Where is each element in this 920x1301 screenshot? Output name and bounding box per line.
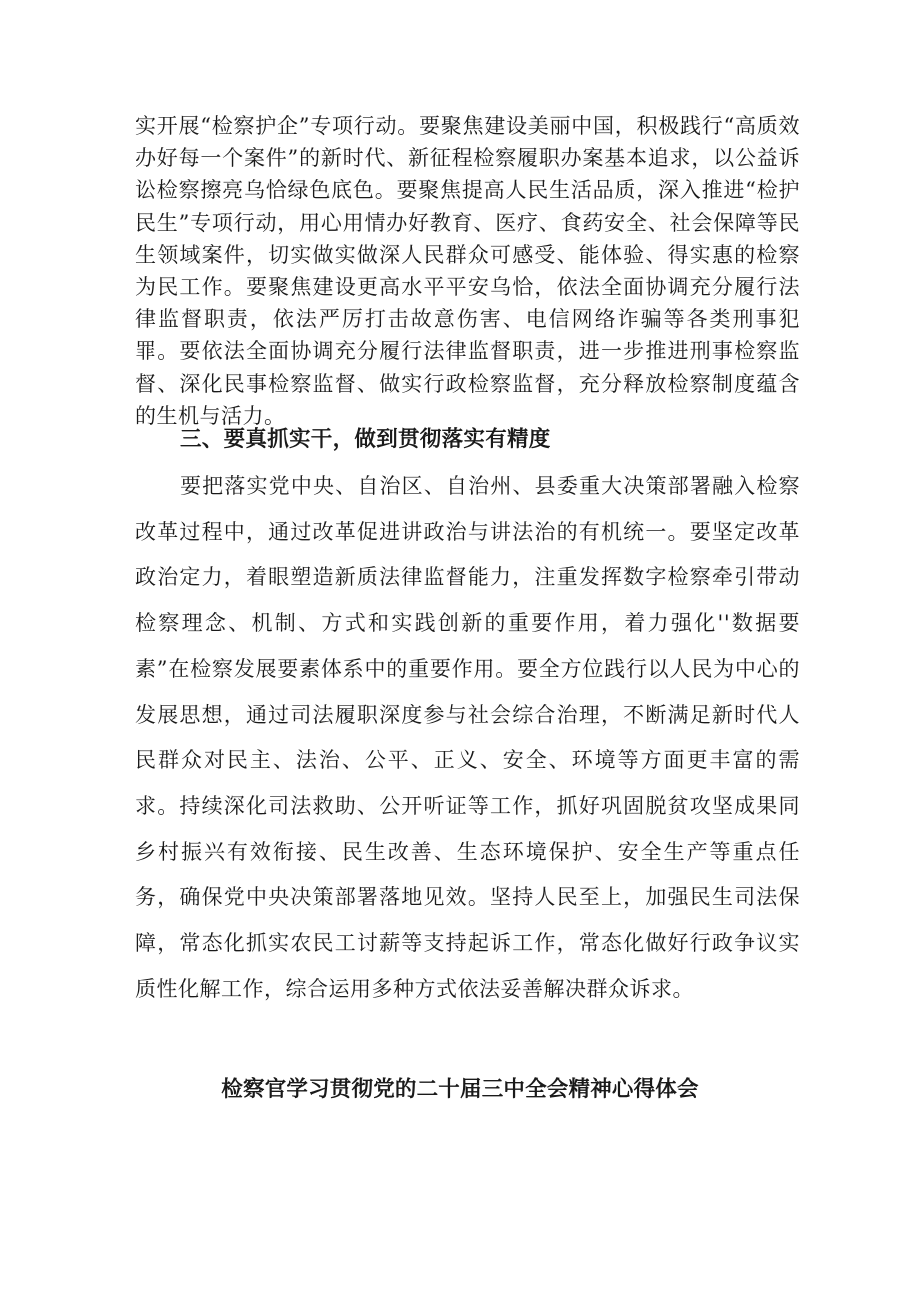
body-paragraph: 要把落实党中央、自治区、自治州、县委重大决策部署融入检察改革过程中，通过改革促进讲政治与讲法治的有机统一。要坚定改革政治定力，着眼塑造新质法律监督能力，注重发挥数字检察牵引带动检察理念、机制、方式和实践创新的重要作用，着力强化''数据要素”在检察发展要素体系中的重要作用。要全方位践行以人民为中心的发展思想，通过司法履职深度参与社会综合治理，不断满足新时代人民群众对民主、法治、公平、正义、安全、环境等方面更丰富的需求。持续深化司法救助、公开听证等工作，抓好巩固脱贫攻坚成果同乡村振兴有效衔接、民生改善、生态环境保护、安全生产等重点任务，确保党中央决策部署落地见效。坚持人民至上，加强民生司法保障，常态化抓实农民工讨薪等支持起诉工作，常态化做好行政争议实质性化解工作，综合运用多种方式依法妥善解决群众诉求。 [135,474,800,1001]
section-heading: 三、要真抓实干，做到贯彻落实有精度 [180,427,551,452]
article-title: 检察官学习贯彻党的二十届三中全会精神心得体会 [221,1077,699,1102]
body-paragraph-continued: 实开展“检察护企”专项行动。要聚焦建设美丽中国，积极践行“高质效办好每一个案件”的新时代、新征程检察履职办案基本追求，以公益诉讼检察擦亮乌恰绿色底色。要聚焦提高人民生活品质，深入推进“检护民生”专项行动，用心用情办好教育、医疗、食药安全、社会保障等民生领域案件，切实做实做深人民群众可感受、能体验、得实惠的检察为民工作。要聚焦建设更高水平平安乌恰，依法全面协调充分履行法律监督职责，依法严厉打击故意伤害、电信网络诈骗等各类刑事犯罪。要依法全面协调充分履行法律监督职责，进一步推进刑事检察监督、深化民事检察监督、做实行政检察监督，充分释放检察制度蕴含的生机与活力。 [135,114,800,428]
